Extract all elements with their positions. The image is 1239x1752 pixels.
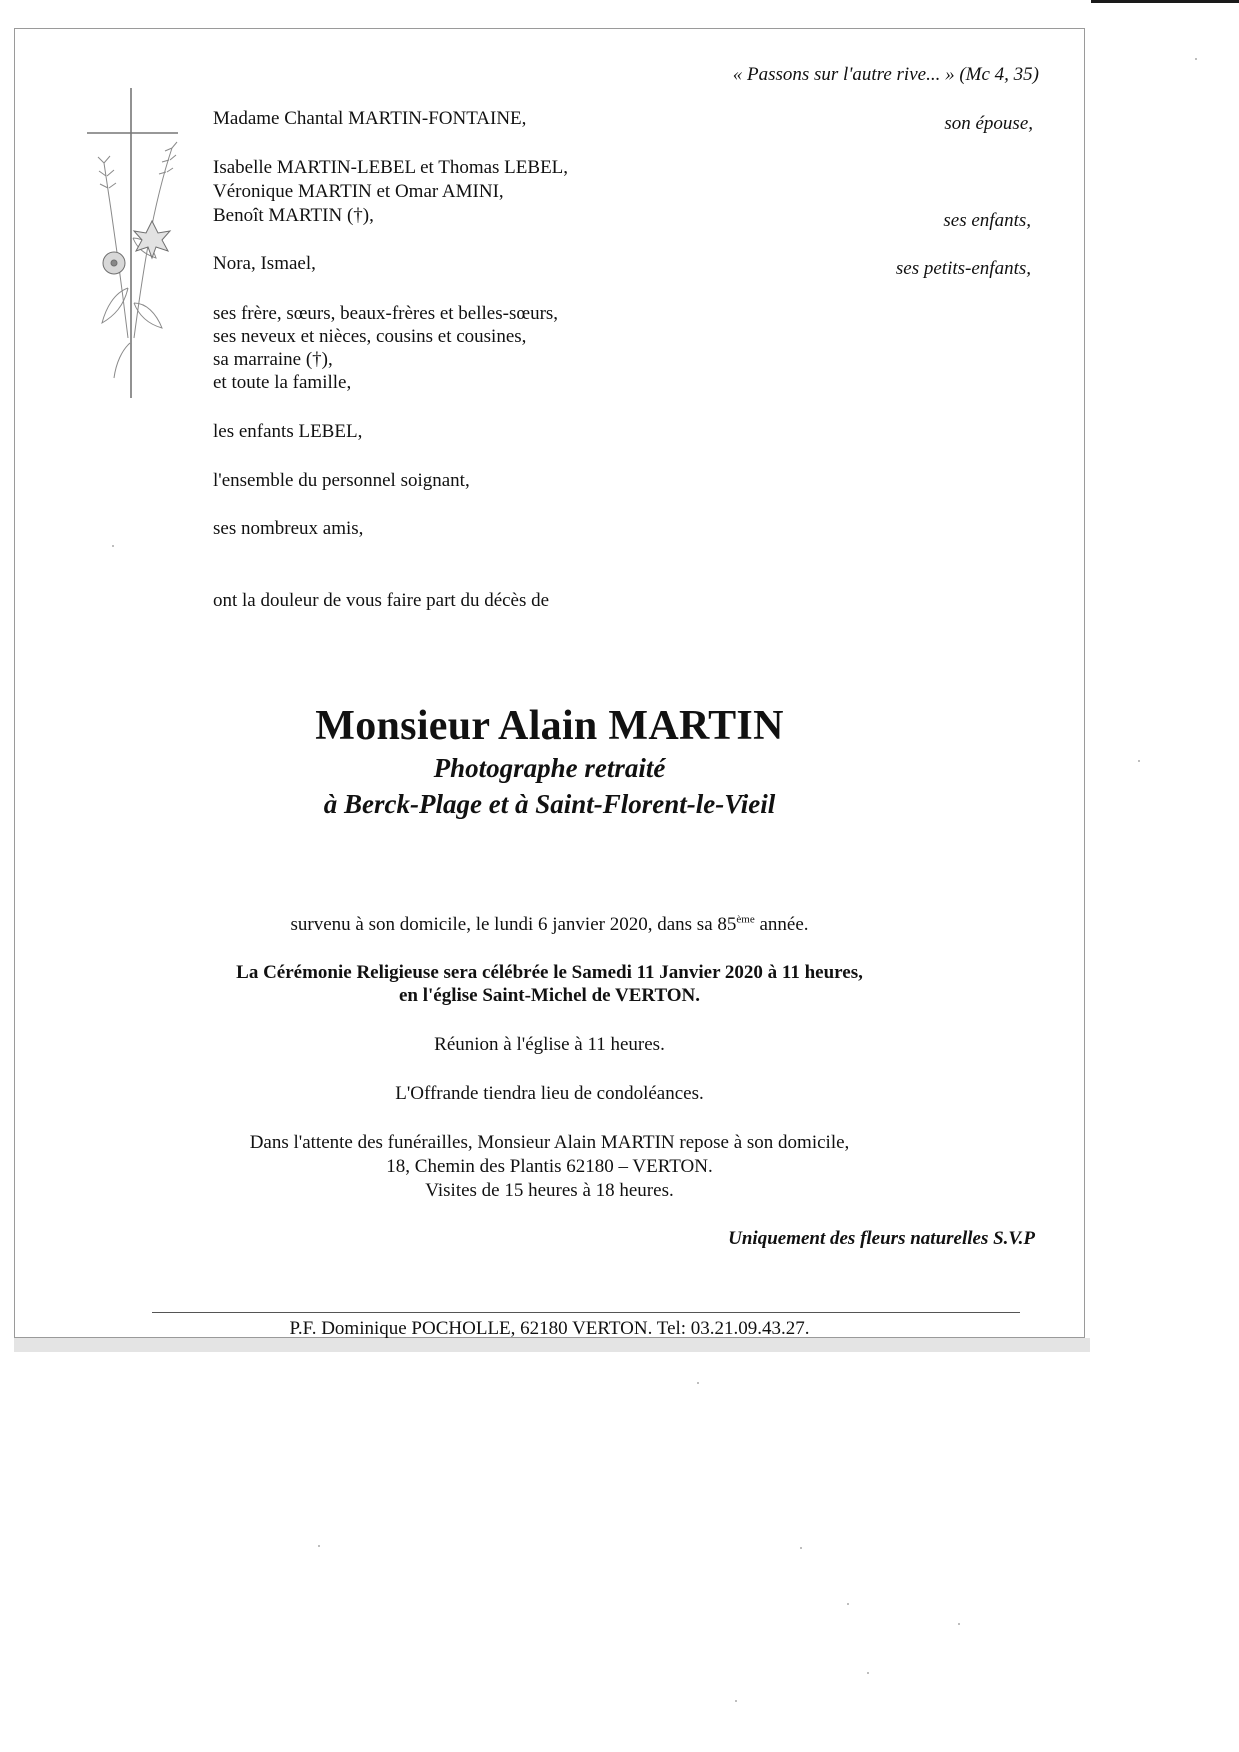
scan-speck <box>1195 58 1197 60</box>
spouse-name: Madame Chantal MARTIN-FONTAINE, <box>213 108 527 129</box>
child-line: Benoît MARTIN (†), <box>213 205 374 226</box>
announcement-line: ont la douleur de vous faire part du décès de <box>213 590 550 611</box>
child-line: Isabelle MARTIN-LEBEL et Thomas LEBEL, <box>213 157 569 178</box>
meeting-info: Réunion à l'église à 11 heures. <box>434 1034 665 1055</box>
cross-with-flowers-icon <box>84 88 194 398</box>
funeral-home-footer: P.F. Dominique POCHOLLE, 62180 VERTON. Tel: 03.21.09.43.27. <box>289 1318 810 1339</box>
relatives-line: sa marraine (†), <box>213 349 333 370</box>
lebel-children: les enfants LEBEL, <box>213 421 363 442</box>
scan-shadow <box>14 1338 1090 1352</box>
scan-speck <box>867 1672 869 1674</box>
scan-speck <box>1138 760 1140 762</box>
relatives-line: et toute la famille, <box>213 372 352 393</box>
deceased-occupation: Photographe retraité <box>433 753 666 783</box>
spouse-role: son épouse, <box>944 113 1033 134</box>
death-details <box>14 913 1085 936</box>
scan-speck <box>735 1700 737 1702</box>
scan-speck <box>318 1545 320 1547</box>
ceremony-line: La Cérémonie Religieuse sera célébrée le Samedi 11 Janvier 2020 à 11 heures, <box>236 962 863 983</box>
scan-speck <box>847 1603 849 1605</box>
relatives-line: ses frère, sœurs, beaux-frères et belles-sœurs, <box>213 303 559 324</box>
grandchildren-names: Nora, Ismael, <box>213 253 316 274</box>
footer-divider <box>152 1312 1020 1313</box>
ceremony-line: en l'église Saint-Michel de VERTON. <box>398 985 701 1006</box>
children-role: ses enfants, <box>943 210 1031 231</box>
offering-info: L'Offrande tiendra lieu de condoléances. <box>395 1083 704 1104</box>
friends: ses nombreux amis, <box>213 518 364 539</box>
care-staff: l'ensemble du personnel soignant, <box>213 470 470 491</box>
relatives-line: ses neveux et nièces, cousins et cousines, <box>213 326 527 347</box>
deceased-name: Monsieur Alain MARTIN <box>315 703 784 749</box>
scan-edge <box>1091 0 1239 3</box>
deceased-places: à Berck-Plage et à Saint-Florent-le-Vieil <box>323 789 776 819</box>
epigraph: « Passons sur l'autre rive... » (Mc 4, 35) <box>732 64 1039 85</box>
grandchildren-role: ses petits-enfants, <box>895 258 1031 279</box>
rest-line: Dans l'attente des funérailles, Monsieur Alain MARTIN repose à son domicile, <box>249 1132 850 1153</box>
rest-line: Visites de 15 heures à 18 heures. <box>425 1180 674 1201</box>
scan-speck <box>112 545 114 547</box>
scan-speck <box>958 1623 960 1625</box>
scan-speck <box>800 1547 802 1549</box>
ordinal-suffix: ème <box>736 913 755 926</box>
death-details-end: année. <box>754 914 809 935</box>
rest-line: 18, Chemin des Plantis 62180 – VERTON. <box>386 1156 713 1177</box>
flowers-note: Uniquement des fleurs naturelles S.V.P <box>728 1228 1035 1249</box>
death-details-text: survenu à son domicile, le lundi 6 janvier 2020, dans sa 85 <box>290 914 737 935</box>
child-line: Véronique MARTIN et Omar AMINI, <box>213 181 504 202</box>
scan-speck <box>697 1382 699 1384</box>
